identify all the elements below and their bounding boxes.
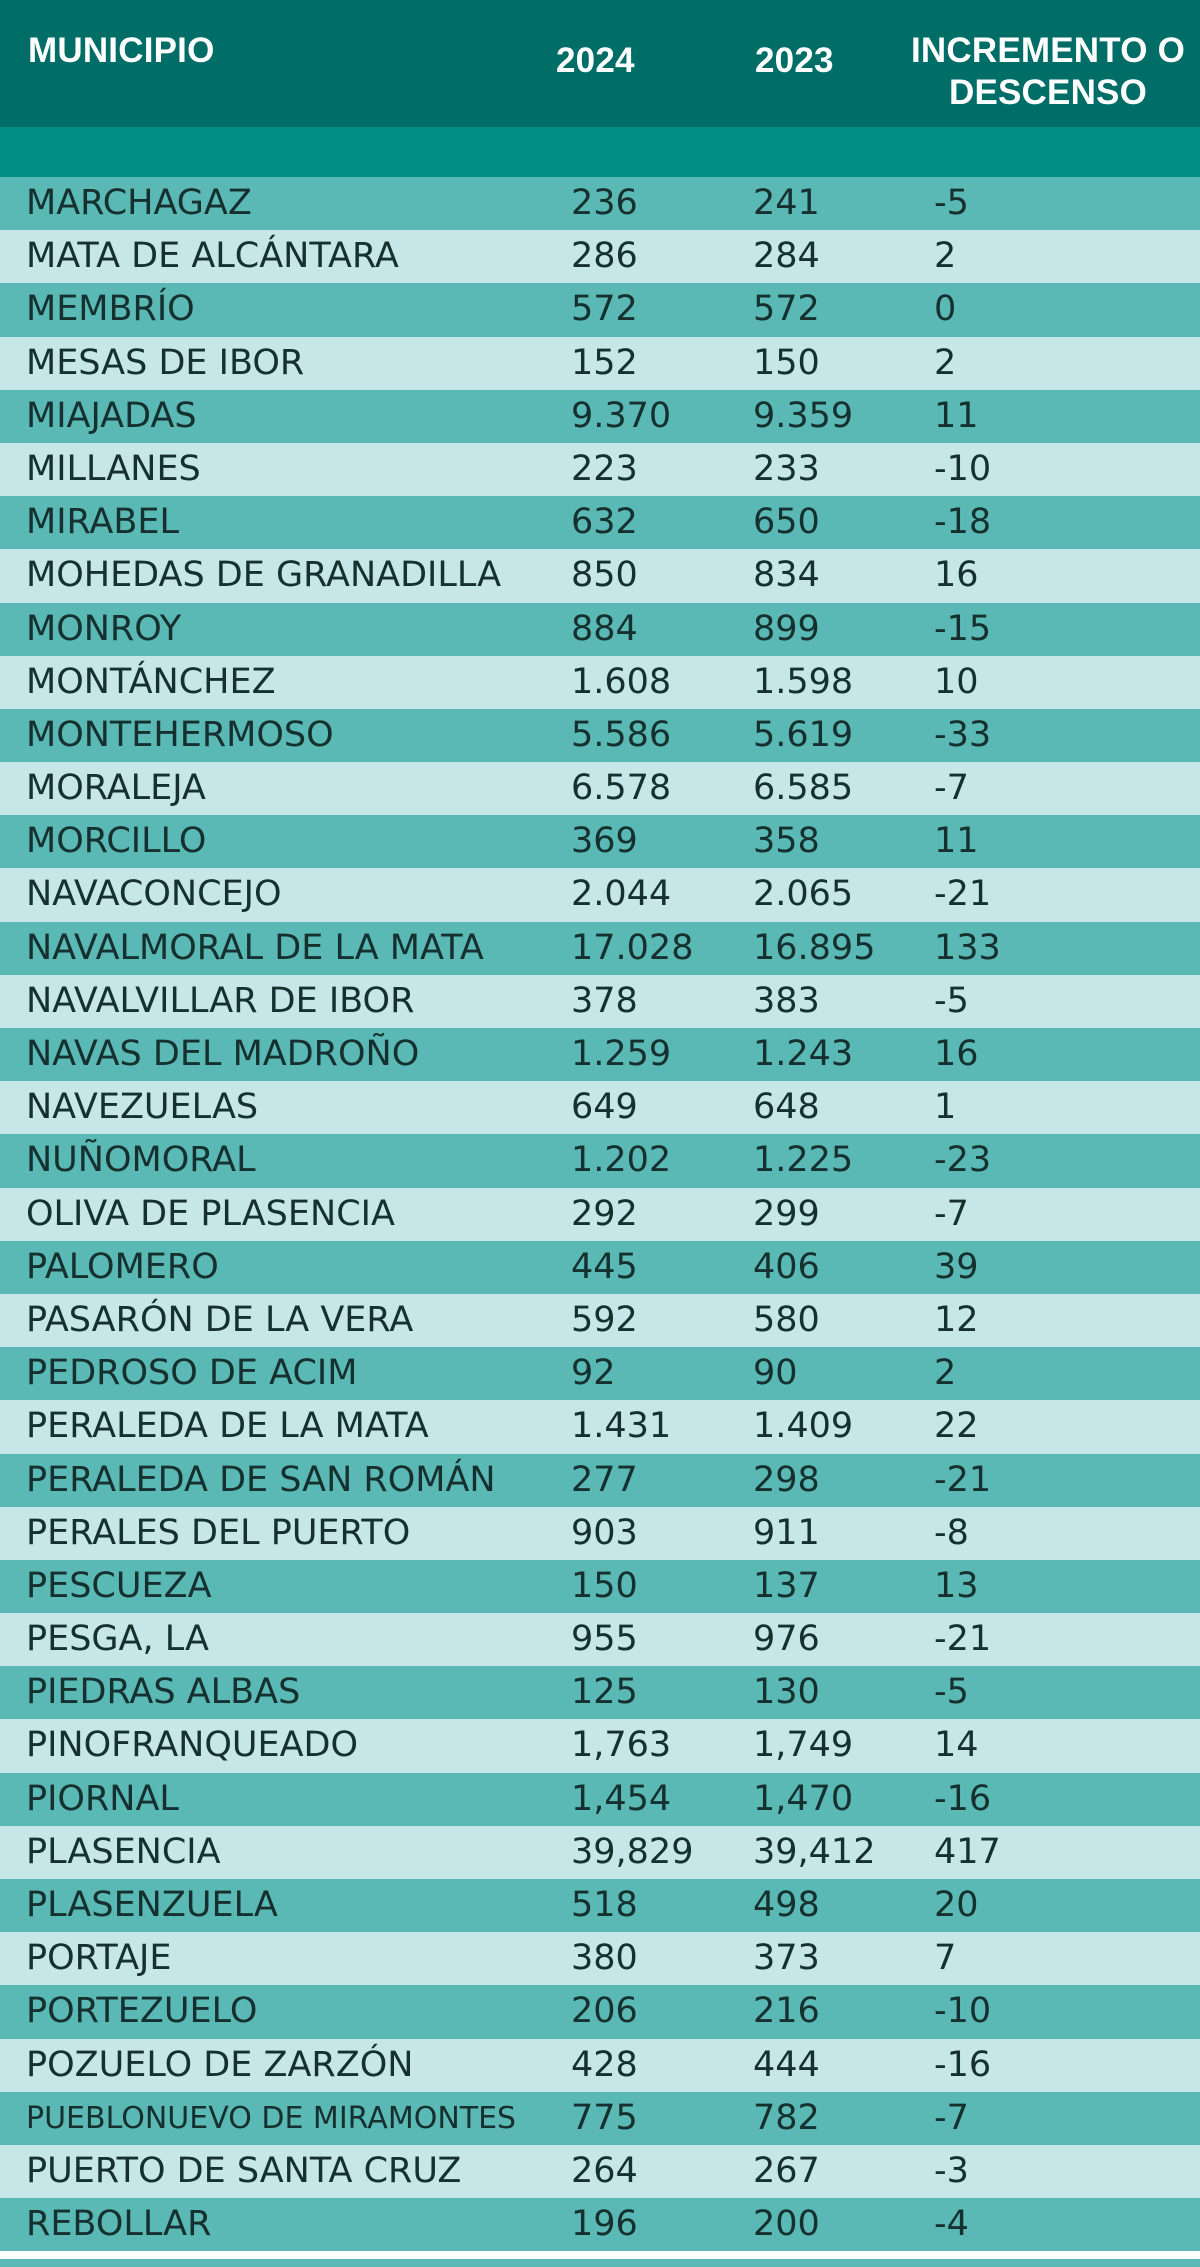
cell-2023: 1,470 (753, 1778, 854, 1819)
cell-municipio: NAVALVILLAR DE IBOR (26, 980, 415, 1021)
table-row (0, 1666, 1200, 1719)
cell-incremento: 417 (934, 1831, 1001, 1872)
table-row (0, 1347, 1200, 1400)
cell-2023: 834 (753, 555, 820, 596)
cell-municipio: PEDROSO DE ACIM (26, 1353, 358, 1394)
cell-2024: 850 (571, 555, 638, 596)
cell-2023: 298 (753, 1459, 820, 1500)
cell-incremento: 2 (934, 342, 957, 383)
cell-2024: 1,763 (571, 1725, 672, 1766)
cell-incremento: -3 (934, 2150, 969, 2191)
cell-municipio: MATA DE ALCÁNTARA (26, 236, 399, 277)
cell-municipio: PIORNAL (26, 1778, 179, 1819)
cell-incremento: -23 (934, 1140, 992, 1181)
cell-municipio: MONROY (26, 608, 182, 649)
cell-2024: 150 (571, 1565, 638, 1606)
cell-incremento: -15 (934, 608, 992, 649)
cell-municipio: MIAJADAS (26, 395, 197, 436)
table-row (0, 762, 1200, 815)
table-row (0, 1454, 1200, 1507)
cell-municipio: PLASENZUELA (26, 1885, 278, 1925)
bottom-strip (0, 2259, 1200, 2267)
cell-2023: 2.065 (753, 874, 854, 915)
table-row (0, 2092, 1200, 2145)
table-row (0, 390, 1200, 443)
cell-municipio: PIEDRAS ALBAS (26, 1672, 301, 1713)
table-row (0, 230, 1200, 283)
cell-2024: 92 (571, 1353, 616, 1394)
cell-incremento: 2 (934, 236, 957, 277)
cell-incremento: -10 (934, 1991, 992, 2032)
table-row (0, 177, 1200, 230)
cell-2024: 125 (571, 1672, 638, 1713)
cell-2024: 518 (571, 1885, 638, 1925)
table-row (0, 1879, 1200, 1932)
table-row (0, 283, 1200, 336)
cell-incremento: -4 (934, 2204, 969, 2245)
cell-incremento: 133 (934, 927, 1001, 968)
cell-incremento: -10 (934, 448, 992, 489)
table-row (0, 1932, 1200, 1985)
cell-2023: 39,412 (753, 1831, 876, 1872)
table-row (0, 1400, 1200, 1453)
table-row (0, 1081, 1200, 1134)
cell-municipio: MORALEJA (26, 768, 206, 809)
cell-2024: 152 (571, 342, 638, 383)
cell-incremento: -21 (934, 1459, 992, 1500)
cell-2024: 5.586 (571, 714, 672, 755)
cell-2024: 6.578 (571, 768, 672, 809)
cell-2023: 580 (753, 1299, 820, 1340)
cell-incremento: 13 (934, 1565, 979, 1606)
cell-municipio: MARCHAGAZ (26, 183, 252, 223)
cell-2023: 1.598 (753, 661, 854, 702)
table-row (0, 443, 1200, 496)
cell-2023: 200 (753, 2204, 820, 2245)
cell-incremento: 39 (934, 1246, 979, 1287)
table-row (0, 922, 1200, 975)
cell-2024: 955 (571, 1619, 638, 1660)
header-incremento: INCREMENTO O DESCENSO (911, 31, 1185, 112)
header-subband (0, 127, 1200, 177)
cell-municipio: PESCUEZA (26, 1565, 212, 1606)
cell-2024: 206 (571, 1991, 638, 2032)
cell-2023: 899 (753, 608, 820, 649)
table-row (0, 1613, 1200, 1666)
table-row (0, 868, 1200, 921)
cell-municipio: PORTAJE (26, 1938, 172, 1979)
table-row (0, 1507, 1200, 1560)
cell-municipio: MONTÁNCHEZ (26, 661, 276, 702)
cell-municipio: MEMBRÍO (26, 289, 195, 330)
cell-2023: 284 (753, 236, 820, 277)
table-body (0, 177, 1200, 2251)
cell-2024: 632 (571, 502, 638, 543)
cell-incremento: 2 (934, 1353, 957, 1394)
cell-2023: 9.359 (753, 395, 854, 436)
table-row (0, 1294, 1200, 1347)
cell-incremento: -21 (934, 1619, 992, 1660)
cell-2024: 9.370 (571, 395, 672, 436)
cell-incremento: -33 (934, 714, 992, 755)
cell-municipio: REBOLLAR (26, 2204, 212, 2245)
table-row (0, 815, 1200, 868)
cell-2023: 1.225 (753, 1140, 854, 1181)
cell-municipio: POZUELO DE ZARZÓN (26, 2044, 414, 2085)
cell-2024: 2.044 (571, 874, 672, 915)
cell-municipio: NAVEZUELAS (26, 1087, 259, 1128)
cell-2023: 648 (753, 1087, 820, 1128)
cell-incremento: -5 (934, 183, 969, 223)
table-row (0, 656, 1200, 709)
cell-2024: 286 (571, 236, 638, 277)
cell-municipio: OLIVA DE PLASENCIA (26, 1193, 395, 1234)
cell-incremento: -16 (934, 2044, 992, 2085)
cell-municipio: MIRABEL (26, 502, 179, 543)
cell-2024: 277 (571, 1459, 638, 1500)
cell-2023: 976 (753, 1619, 820, 1660)
cell-municipio: NUÑOMORAL (26, 1140, 256, 1181)
cell-municipio: MORCILLO (26, 821, 207, 862)
cell-municipio: MESAS DE IBOR (26, 342, 305, 383)
cell-municipio: PERALEDA DE LA MATA (26, 1406, 429, 1447)
cell-2024: 17.028 (571, 927, 694, 968)
table-row (0, 1826, 1200, 1879)
cell-2023: 90 (753, 1353, 798, 1394)
cell-2023: 5.619 (753, 714, 854, 755)
table-row (0, 496, 1200, 549)
cell-municipio: MILLANES (26, 448, 201, 489)
cell-2024: 196 (571, 2204, 638, 2245)
cell-2024: 592 (571, 1299, 638, 1340)
cell-incremento: -5 (934, 980, 969, 1021)
cell-municipio: PINOFRANQUEADO (26, 1725, 359, 1766)
table-row (0, 2198, 1200, 2251)
cell-2024: 223 (571, 448, 638, 489)
table-row (0, 1719, 1200, 1772)
table-row (0, 1985, 1200, 2038)
cell-2024: 1,454 (571, 1778, 672, 1819)
cell-2023: 444 (753, 2044, 820, 2085)
cell-2024: 380 (571, 1938, 638, 1979)
cell-2024: 264 (571, 2150, 638, 2191)
cell-incremento: 10 (934, 661, 979, 702)
header-2024: 2024 (556, 41, 635, 80)
table-row (0, 603, 1200, 656)
cell-municipio: NAVAS DEL MADROÑO (26, 1034, 420, 1074)
cell-municipio: PLASENCIA (26, 1831, 221, 1872)
cell-2024: 428 (571, 2044, 638, 2085)
cell-incremento: 16 (934, 1034, 979, 1074)
cell-2023: 498 (753, 1885, 820, 1925)
cell-2023: 911 (753, 1512, 820, 1553)
cell-2024: 903 (571, 1512, 638, 1553)
cell-2023: 383 (753, 980, 820, 1021)
table-header (0, 0, 1200, 127)
cell-2024: 236 (571, 183, 638, 223)
cell-incremento: 12 (934, 1299, 979, 1340)
cell-incremento: 7 (934, 1938, 957, 1979)
cell-2023: 373 (753, 1938, 820, 1979)
cell-2023: 216 (753, 1991, 820, 2032)
cell-incremento: -5 (934, 1672, 969, 1713)
header-2023: 2023 (755, 41, 834, 80)
cell-2024: 292 (571, 1193, 638, 1234)
cell-municipio: NAVALMORAL DE LA MATA (26, 927, 484, 968)
cell-2023: 150 (753, 342, 820, 383)
cell-incremento: -16 (934, 1778, 992, 1819)
cell-incremento: 14 (934, 1725, 979, 1766)
cell-incremento: 16 (934, 555, 979, 596)
cell-incremento: -18 (934, 502, 992, 543)
table-row (0, 1773, 1200, 1826)
table-row (0, 975, 1200, 1028)
cell-incremento: 11 (934, 821, 979, 862)
cell-2023: 16.895 (753, 927, 876, 968)
cell-incremento: 20 (934, 1885, 979, 1925)
cell-2023: 650 (753, 502, 820, 543)
table-row (0, 2039, 1200, 2092)
table-row (0, 709, 1200, 762)
cell-2023: 406 (753, 1246, 820, 1287)
cell-2024: 369 (571, 821, 638, 862)
cell-2023: 130 (753, 1672, 820, 1713)
cell-incremento: -7 (934, 768, 969, 809)
cell-2024: 378 (571, 980, 638, 1021)
cell-municipio: PERALES DEL PUERTO (26, 1512, 411, 1553)
cell-incremento: 1 (934, 1087, 957, 1128)
cell-municipio: PASARÓN DE LA VERA (26, 1299, 414, 1340)
cell-municipio: MOHEDAS DE GRANADILLA (26, 555, 502, 596)
cell-2023: 299 (753, 1193, 820, 1234)
cell-municipio: PALOMERO (26, 1246, 219, 1287)
cell-2024: 1.608 (571, 661, 672, 702)
table-row (0, 1028, 1200, 1081)
cell-2023: 241 (753, 183, 820, 223)
table-row (0, 1134, 1200, 1187)
cell-2023: 137 (753, 1565, 820, 1606)
cell-municipio: PUEBLONUEVO DE MIRAMONTES (26, 2100, 517, 2136)
cell-municipio: PUERTO DE SANTA CRUZ (26, 2150, 462, 2191)
cell-incremento: -8 (934, 1512, 969, 1553)
cell-2024: 572 (571, 289, 638, 330)
cell-2024: 775 (571, 2097, 638, 2138)
cell-2024: 445 (571, 1246, 638, 1287)
cell-incremento: 22 (934, 1406, 979, 1447)
cell-2024: 884 (571, 608, 638, 649)
cell-2024: 1.431 (571, 1406, 672, 1447)
cell-municipio: PESGA, LA (26, 1619, 209, 1660)
table-row (0, 1188, 1200, 1241)
cell-incremento: 0 (934, 289, 957, 330)
cell-2023: 358 (753, 821, 820, 862)
cell-2023: 1,749 (753, 1725, 854, 1766)
cell-2023: 1.243 (753, 1034, 854, 1074)
cell-2024: 1.202 (571, 1140, 672, 1181)
cell-municipio: PERALEDA DE SAN ROMÁN (26, 1459, 496, 1500)
cell-municipio: MONTEHERMOSO (26, 714, 334, 755)
table-row (0, 337, 1200, 390)
cell-2024: 1.259 (571, 1034, 672, 1074)
table-row (0, 1560, 1200, 1613)
table-row (0, 1241, 1200, 1294)
cell-incremento: 11 (934, 395, 979, 436)
cell-incremento: -7 (934, 2097, 969, 2138)
table-row (0, 549, 1200, 602)
cell-incremento: -21 (934, 874, 992, 915)
cell-2023: 572 (753, 289, 820, 330)
cell-incremento: -7 (934, 1193, 969, 1234)
cell-2024: 39,829 (571, 1831, 694, 1872)
cell-2023: 1.409 (753, 1406, 854, 1447)
cell-2023: 233 (753, 448, 820, 489)
cell-2023: 782 (753, 2097, 820, 2138)
table-row (0, 2145, 1200, 2198)
cell-municipio: PORTEZUELO (26, 1991, 258, 2032)
cell-2024: 649 (571, 1087, 638, 1128)
cell-municipio: NAVACONCEJO (26, 874, 282, 915)
cell-2023: 6.585 (753, 768, 854, 809)
header-municipio: MUNICIPIO (28, 31, 215, 70)
cell-2023: 267 (753, 2150, 820, 2191)
